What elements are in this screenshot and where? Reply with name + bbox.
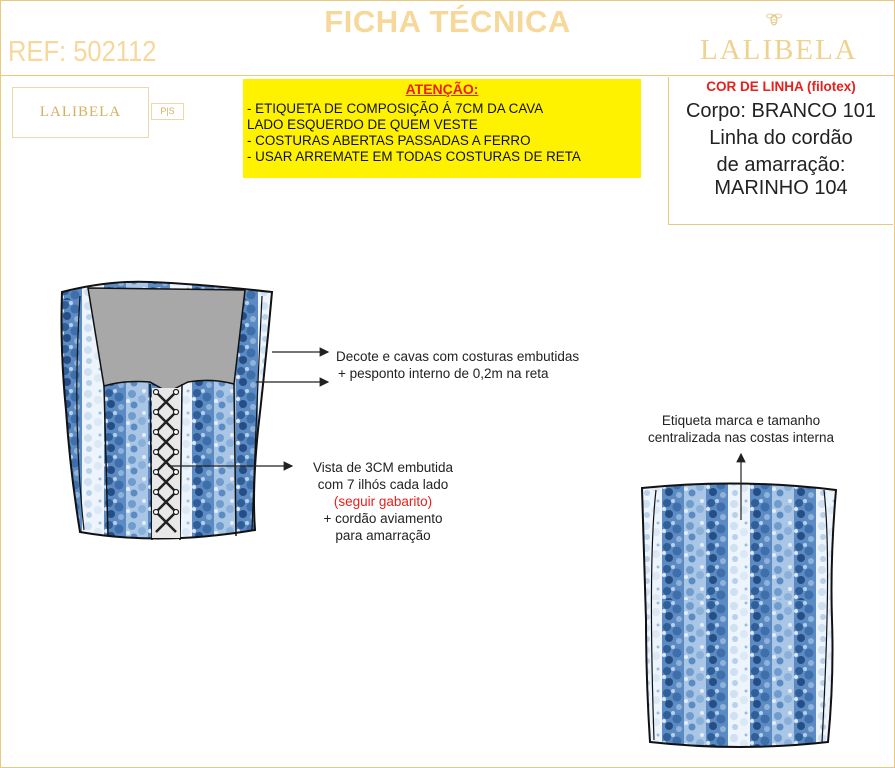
attention-line: LADO ESQUERDO DE QUEM VESTE [247, 117, 478, 132]
thread-body-color: Corpo: BRANCO 101 [685, 100, 877, 122]
brand-label-sample: LALIBELA [12, 87, 149, 138]
front-lining [88, 288, 245, 392]
cord-thread-label: Linha do cordão [709, 127, 853, 149]
back-garment-body [642, 483, 836, 747]
cord-thread-label: de amarração: [716, 154, 846, 176]
attention-line: - ETIQUETA DE COMPOSIÇÃO Á 7CM DA CAVA [247, 101, 544, 116]
size-tag: P|S [151, 103, 184, 120]
facing-note-line: + cordão aviamento [323, 511, 443, 526]
facing-note [292, 459, 474, 544]
label-note-line: centralizada nas costas interna [647, 430, 835, 445]
neckline-note [336, 348, 579, 382]
brand-logo: LALIBELA [700, 34, 858, 66]
label-note [616, 412, 866, 446]
facing-note-line: Vista de 3CM embutida [312, 460, 454, 475]
reference-code: REF: 502112 [8, 36, 157, 68]
attention-line: - USAR ARREMATE EM TODAS COSTURAS DE RETA [247, 149, 581, 164]
label-note-line: Etiqueta marca e tamanho [661, 413, 821, 428]
back-view-drawing [642, 483, 836, 747]
thread-heading: COR DE LINHA (filotex) [706, 79, 856, 94]
page-title: FICHA TÉCNICA [324, 4, 571, 39]
template-warning: (seguir gabarito) [333, 494, 433, 509]
neckline-note-line: + pesponto interno de 0,2m na reta [338, 366, 549, 381]
front-view-drawing [62, 282, 273, 540]
attention-line: - COSTURAS ABERTAS PASSADAS A FERRO [247, 133, 531, 148]
cord-thread-color: MARINHO 104 [714, 177, 848, 199]
facing-note-line: com 7 ilhós cada lado [317, 477, 449, 492]
neckline-note-line: Decote e cavas com costuras embutidas [336, 349, 580, 364]
facing-note-line: para amarração [335, 528, 431, 543]
attention-heading: ATENÇÃO: [405, 81, 479, 97]
